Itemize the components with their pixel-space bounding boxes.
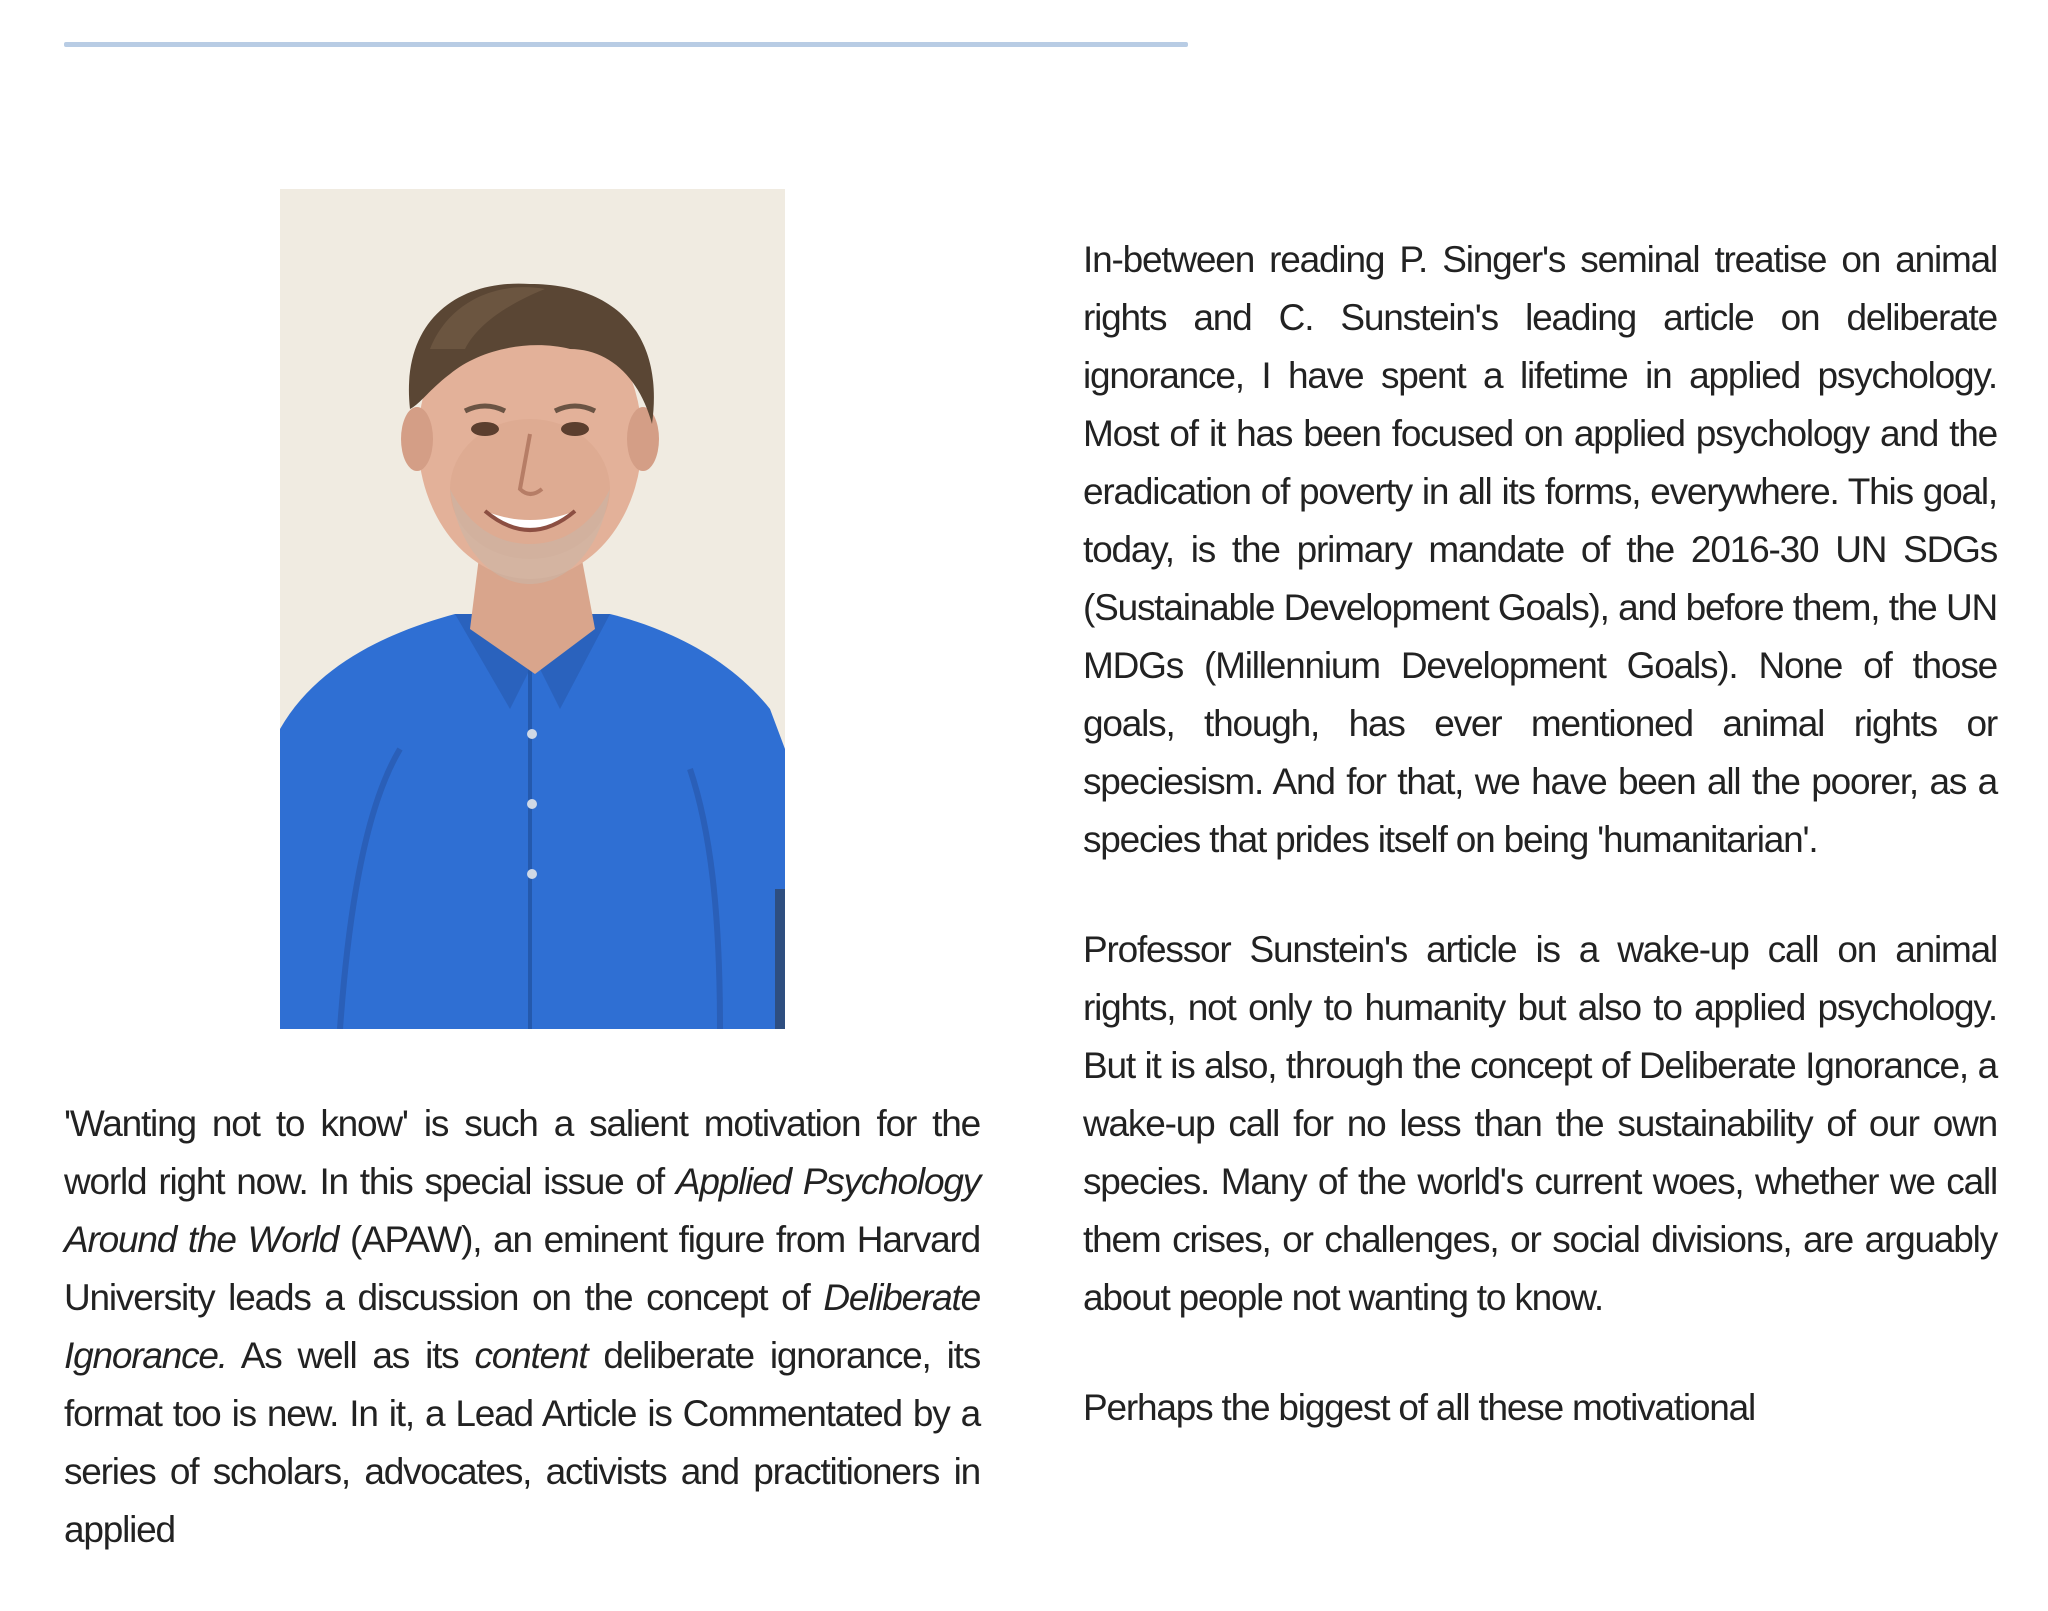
paragraph-1: In-between reading P. Singer's seminal treatise on animal rights and C. Sunstein's leading article on deliberate ignorance, I have spent a lifetime in applied psychology. Most of it has been focused on applied psychology and the eradication of poverty in all its forms, everywhere. This goal, today, is the primary mandate of the 2016-30 UN SDGs (Sustainable Development Goals), and before them, the UN MDGs (Millennium Development Goals). None of those goals, though, has ever mentioned animal rights or speciesism. And for that, we have been all the poorer, as a species that prides itself on being 'humanitarian'. (1083, 239, 1997, 860)
intro-text-part-4: deliberate ignorance, its format too is new. In it, a Lead Article is Commentated by a series of scholars, advocates, activists and practitioners in applied (64, 1335, 981, 1550)
content-emphasis: content (474, 1335, 588, 1376)
intro-text-part-1: 'Wanting not to know' is such a salient motivation for the world right now. In this special issue of (64, 1103, 980, 1202)
intro-text-part-2: (APAW), an eminent figure from Harvard University leads a discussion on the concept of (64, 1219, 980, 1318)
author-photo (280, 189, 785, 1029)
paragraph-2: Professor Sunstein's article is a wake-up call on animal rights, not only to humanity but also to applied psychology. But it is also, through the concept of Deliberate Ignorance, a wake-up call for no less than the sustainability of our own species. Many of the world's current woes, whether we call them crises, or challenges, or social divisions, are arguably about people not wanting to know. (1083, 929, 1997, 1318)
right-column-text (1083, 231, 1997, 1489)
intro-text-part-3: As well as its (226, 1335, 475, 1376)
paragraph-3: Perhaps the biggest of all these motivational (1083, 1387, 1756, 1428)
journal-title: Applied Psychology Around the World (64, 1161, 980, 1260)
concept-title: Deliberate Ignorance. (64, 1277, 980, 1376)
left-column-text (64, 1095, 980, 1611)
header-rule (64, 42, 1188, 47)
intro-paragraph (64, 1095, 980, 1559)
